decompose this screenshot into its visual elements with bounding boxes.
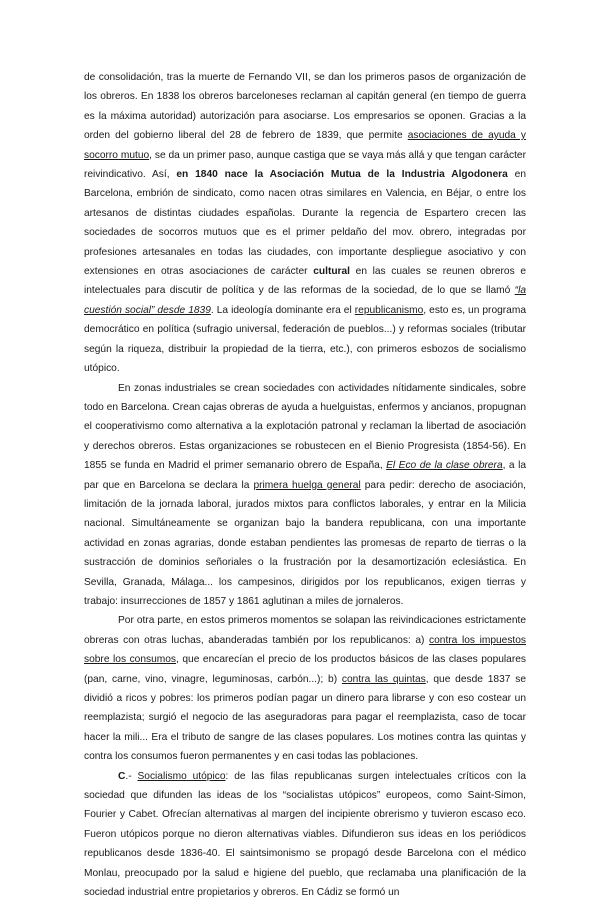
text-run: , esto es, un programa democrático en política (sufragio universal, federación de pueblos...) y reformas sociales (tributar según la riqueza, distribuir la propiedad de la tierra, etc.), con primeros esbozos de socialismo utópico. <box>84 304 526 375</box>
underlined-term: republicanismo <box>354 304 424 316</box>
text-run: , a la par que en Barcelona se declara la <box>84 460 526 491</box>
underlined-term: asociaciones de ayuda y socorro mutuo <box>84 130 527 161</box>
underlined-term: primera huelga general <box>253 479 361 491</box>
underlined-term: contra las quintas <box>341 673 426 685</box>
underlined-term: Socialismo utópico <box>137 770 226 782</box>
paragraph-1 <box>84 68 526 379</box>
text-run: , se da un primer paso, aunque castiga que se vaya más allá y que tengan carácter reivindicativo. Así, <box>84 149 526 181</box>
paragraph-2 <box>84 379 526 612</box>
paragraph-3 <box>84 611 526 766</box>
text-run: . La ideología dominante era el <box>210 304 355 316</box>
text-run: en Barcelona, embrión de sindicato, como nacen otras similares en Valencia, en Béjar, o entre los artesanos de distintas ciudades españolas. Durante la regencia de Espartero crecen las sociedades de socorros mutuos que es el primer peldaño del mov. obrero, integradas por profesiones artesanales en todas las ciudades, con importante despliegue asociativo y con extensiones en otras asociaciones de carácter <box>84 169 526 278</box>
underlined-italic-term: “la cuestión social” desde 1839 <box>84 285 526 316</box>
underlined-italic-term: El Eco de la clase obrera <box>386 460 503 472</box>
text-run: Por otra parte, en estos primeros momentos se solapan las reivindicaciones estrictamente obreras con otras luchas, abanderadas también por los republicanos: a) <box>84 615 526 646</box>
text-run: de consolidación, tras la muerte de Fernando VII, se dan los primeros pasos de organización de los obreros. En 1838 los obreros barceloneses reclaman al capitán general (en tiempo de guerra es la máxima autoridad) autorización para asociarse. Los empresarios se oponen. Gracias a la orden del gobierno liberal del 28 de febrero de 1839, que permite <box>84 72 526 142</box>
paragraph-4 <box>84 767 526 902</box>
text-run: : de las filas republicanas surgen intelectuales críticos con la sociedad que difunden las ideas de los “socialistas utópicos” europeos, como Saint-Simon, Fourier y Cabet. Ofrecían alternativas al margen del incipiente obrerismo y tuvieron escaso eco. Fueron utópicos porque no dieron alternativas viables. Difundieron sus ideas en los periódicos republicanos desde 1836-40. El saintsimonismo se propagó desde Barcelona con el médico Monlau, preocupado por la salud e higiene del pueblo, que reclamaba una planificación de la sociedad industrial entre propietarios y obreros. En Cádiz se formó un <box>84 770 526 899</box>
bold-term: cultural <box>313 266 351 278</box>
text-run: .- <box>125 770 138 782</box>
underlined-term: contra los impuestos sobre los consumos <box>84 634 526 666</box>
text-run: para pedir: derecho de asociación, limitación de la jornada laboral, jurados mixtos para conflictos laborales, y entrar en la Milicia nacional. Simultáneamente se organizan bajo la bandera republicana, con una importante actividad en zonas agrarias, donde estaban pendientes las promesas de reparto de tierras o la sustracción de dominios señoriales o la frustración por la desamortización eclesiástica. En Sevilla, Granada, Málaga... los campesinos, dirigidos por los republicanos, exigen tierras y trabajo: insurrecciones de 1857 y 1861 aglutinan a miles de jornaleros. <box>84 479 526 607</box>
text-run: , que encarecían el precio de los productos básicos de las clases populares (pan, carne, vino, vinagre, leguminosas, carbón...); b) <box>84 654 526 685</box>
section-letter: C <box>118 770 126 782</box>
bold-term: en 1840 nace la Asociación Mutua de la Industria Algodonera <box>176 169 508 181</box>
text-run: en las cuales se reunen obreros e intelectuales para discutir de política y de las reformas de la sociedad, de lo que se llamó <box>84 266 526 297</box>
text-run: En zonas industriales se crean sociedades con actividades nítidamente sindicales, sobre todo en Barcelona. Crean cajas obreras de ayuda a huelguistas, enfermos y ancianos, propugnan el cooperativismo como alternativa a la explotación patronal y reclaman la libertad de asociación y derechos obreros. Estas organizaciones se robustecen en el Bienio Progresista (1854-56). En 1855 se funda en Madrid el primer semanario obrero de España, <box>84 382 526 472</box>
text-run: , que desde 1837 se dividió a ricos y pobres: los primeros podían pagar un dinero para librarse y con eso costear un reemplazista; surgió el negocio de las aseguradoras para pagar el reemplazista, caso de tocar hacer la mili... Era el tributo de sangre de las clases populares. Los motines contra las quintas y contra los consumos fueron permanentes y en casi todas las poblaciones. <box>84 673 526 763</box>
